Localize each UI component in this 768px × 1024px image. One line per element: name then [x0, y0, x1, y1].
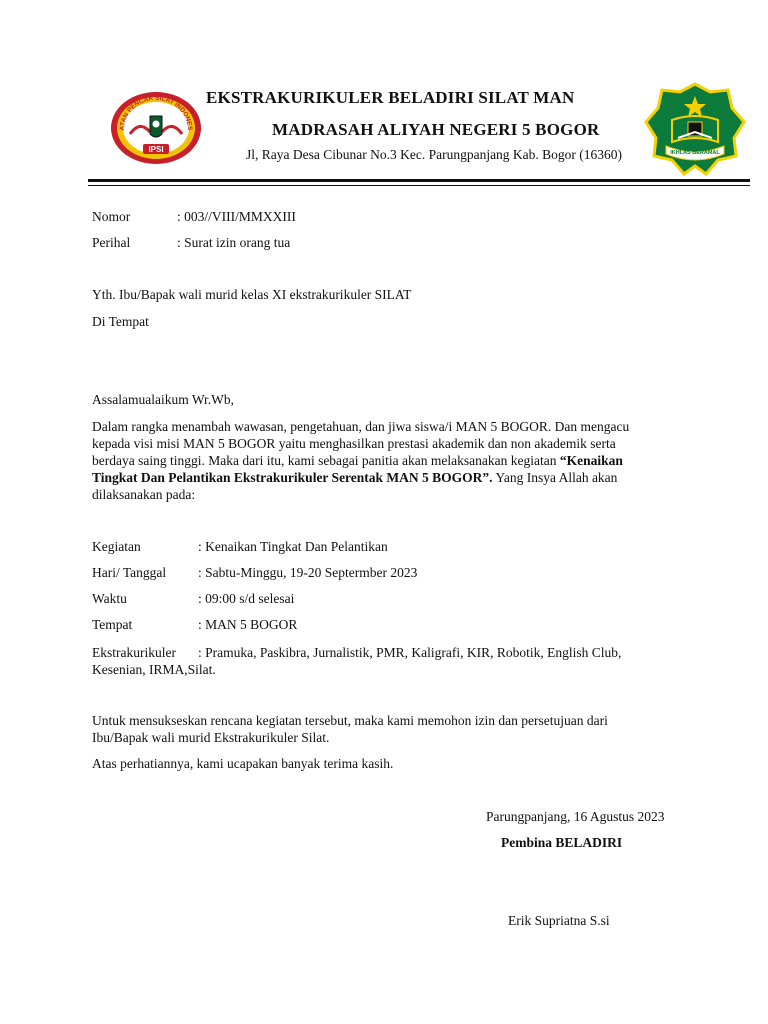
header-divider-thin	[88, 185, 750, 186]
place-date: Parungpanjang, 16 Agustus 2023	[486, 809, 665, 824]
kegiatan-value: : Kenaikan Tingkat Dan Pelantikan	[198, 539, 388, 554]
signature-role: Pembina BELADIRI	[501, 835, 623, 850]
intro-line3-text: berdaya saing tinggi. Maka dari itu, kami sebagai panitia akan melaksanakan kegiatan	[92, 453, 557, 468]
header-divider-thick	[88, 179, 750, 182]
event-quote-start: “Kenaikan	[559, 453, 623, 468]
event-quote-end: Tingkat Dan Pelantikan Ekstrakurikuler Serentak MAN 5 BOGOR”.	[92, 470, 493, 485]
intro-line1: Dalam rangka menambah wawasan, pengetahuan, dan jiwa siswa/i MAN 5 BOGOR. Dan mengacu	[92, 419, 630, 434]
intro-line3	[92, 452, 623, 469]
nomor-label: Nomor	[92, 209, 131, 224]
tempat-label: Tempat	[92, 617, 133, 632]
ekskul-value-cont: Kesenian, IRMA,Silat.	[92, 662, 216, 677]
intro-line4	[92, 469, 617, 486]
kemenag-logo	[644, 82, 746, 176]
ipsi-arc-text: ATAN PENCAK SILAT INDONES	[118, 94, 194, 131]
ekskul-value: : Pramuka, Paskibra, Jurnalistik, PMR, Kaligrafi, KIR, Robotik, English Club,	[198, 645, 622, 660]
signature-name: Erik Supriatna S.si	[508, 913, 610, 928]
perihal-value: : Surat izin orang tua	[177, 235, 291, 250]
closing-line2: Ibu/Bapak wali murid Ekstrakurikuler Silat.	[92, 730, 330, 745]
recipient-line1: Yth. Ibu/Bapak wali murid kelas XI ekstrakurikuler SILAT	[92, 287, 412, 302]
nomor-value: : 003//VIII/MMXXIII	[177, 209, 296, 224]
header-title-line2: MADRASAH ALIYAH NEGERI 5 BOGOR	[272, 120, 600, 139]
kegiatan-label: Kegiatan	[92, 539, 141, 554]
header-title-line1: EKSTRAKURIKULER BELADIRI SILAT MAN	[206, 88, 575, 107]
tempat-value: : MAN 5 BOGOR	[198, 617, 298, 632]
waktu-value: : 09:00 s/d selesai	[198, 591, 295, 606]
ipsi-abbr: IPSI	[148, 145, 164, 154]
recipient-line2: Di Tempat	[92, 314, 149, 329]
intro-line2: kepada visi misi MAN 5 BOGOR yaitu menghasilkan prestasi akademik dan non akademik serta	[92, 436, 616, 451]
ipsi-logo	[110, 90, 202, 166]
header-address: Jl, Raya Desa Cibunar No.3 Kec. Parungpanjang Kab. Bogor (16360)	[246, 147, 623, 162]
hari-label: Hari/ Tanggal	[92, 565, 167, 580]
perihal-label: Perihal	[92, 235, 131, 250]
intro-after: Yang Insya Allah akan	[495, 470, 618, 485]
waktu-label: Waktu	[92, 591, 127, 606]
hari-value: : Sabtu-Minggu, 19-20 Septermber 2023	[198, 565, 418, 580]
intro-line5: dilaksanakan pada:	[92, 487, 196, 502]
ekskul-label: Ekstrakurikuler	[92, 645, 176, 660]
closing-line3: Atas perhatiannya, kami ucapakan banyak terima kasih.	[92, 756, 394, 771]
kemenag-motto: IKHLAS BERAMAL	[670, 150, 720, 156]
greeting: Assalamualaikum Wr.Wb,	[92, 392, 235, 407]
closing-line1: Untuk mensukseskan rencana kegiatan tersebut, maka kami memohon izin dan persetujuan dari	[92, 713, 608, 728]
